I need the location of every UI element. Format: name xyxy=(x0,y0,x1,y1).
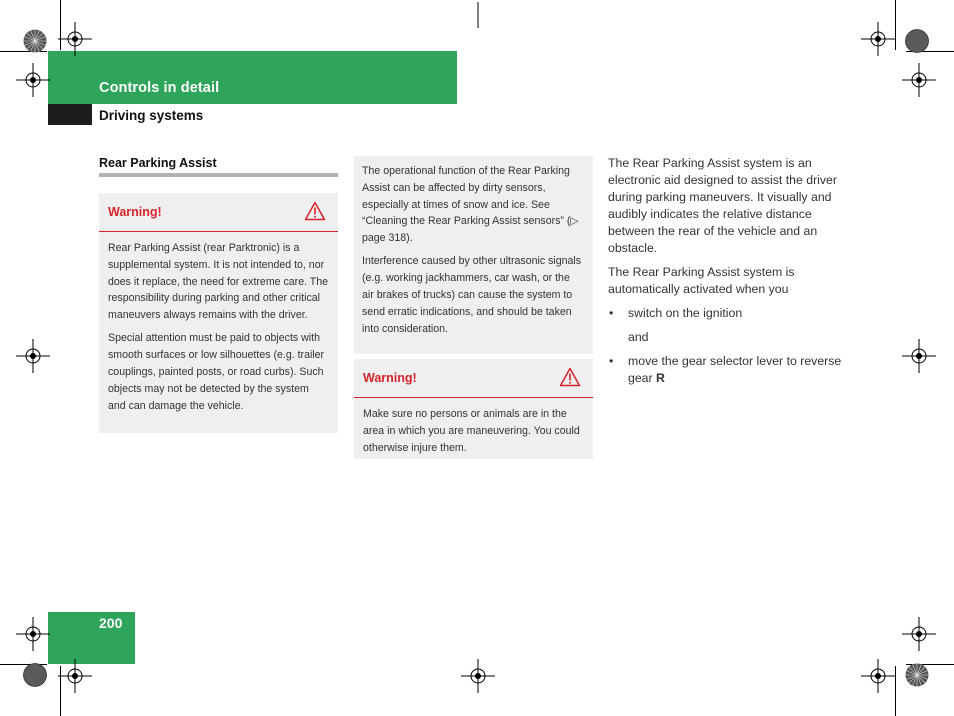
warning-box-persons xyxy=(354,359,593,459)
note-paragraph: The operational function of the Rear Parking Assist can be affected by dirty sensors, especially at times of snow and ice. See “Cleaning the Rear Parking Assist sensors” (▷ page 318). xyxy=(362,165,579,245)
activation-paragraph: The Rear Parking Assist system is automatically activated when you xyxy=(608,265,795,296)
topic-heading: Rear Parking Assist xyxy=(99,156,217,170)
registration-mark-icon xyxy=(861,22,895,56)
warning-header xyxy=(99,193,338,232)
bullet-dot: • xyxy=(609,354,614,368)
registration-mark-icon xyxy=(16,63,50,97)
intro-paragraph: The Rear Parking Assist system is an electronic aid designed to assist the driver during parking maneuvers. It visually and audibly indicates the relative distance between the rear of the vehicle and an obstacle. xyxy=(608,156,837,255)
registration-mark-icon xyxy=(16,617,50,651)
warning-header xyxy=(354,359,593,398)
gear-letter: R xyxy=(656,371,665,385)
starburst-target-icon xyxy=(23,29,47,53)
crop-line xyxy=(895,0,896,50)
warning-paragraph: Rear Parking Assist (rear Parktronic) is a supplemental system. It is not intended to, nor does it replace, the need for extreme care. The responsibility during parking and other critical maneuvers always remains with the driver. xyxy=(108,242,329,322)
warning-label: Warning! xyxy=(108,205,162,219)
conjunction: and xyxy=(628,330,649,344)
registration-mark-icon xyxy=(58,22,92,56)
warning-body xyxy=(354,398,593,469)
registration-mark-icon xyxy=(16,339,50,373)
crop-line xyxy=(895,666,896,716)
warning-paragraph: Make sure no persons or animals are in the area in which you are maneuvering. You could otherwise injure them. xyxy=(363,408,580,454)
bullet-dot: • xyxy=(609,306,614,320)
registration-mark-icon xyxy=(902,339,936,373)
gray-target-icon xyxy=(23,663,47,687)
list-item xyxy=(608,305,856,322)
starburst-target-icon xyxy=(905,663,929,687)
body-text-column xyxy=(608,155,856,394)
warning-label: Warning! xyxy=(363,371,417,385)
section-tab xyxy=(48,104,92,125)
section-title: Driving systems xyxy=(99,108,204,123)
page-number: 200 xyxy=(99,615,123,631)
registration-mark-icon xyxy=(861,659,895,693)
gray-target-icon xyxy=(905,29,929,53)
registration-mark-icon xyxy=(461,2,495,28)
warning-paragraph: Special attention must be paid to objects with smooth surfaces or low silhouettes (e.g. trailer couplings, painted posts, or road curbs). Such objects may not be detected by the system and can damage the vehicle. xyxy=(108,332,325,412)
note-paragraph: Interference caused by other ultrasonic signals (e.g. working jackhammers, car wash, or the air brakes of trucks) can cause the system to send erratic indications, and should be taken into consideration. xyxy=(362,255,582,335)
warning-body xyxy=(99,232,338,427)
list-item-text: move the gear selector lever to reverse gear xyxy=(628,354,842,385)
heading-rule xyxy=(99,173,338,177)
list-item xyxy=(608,353,856,387)
warning-triangle-icon xyxy=(559,367,581,387)
chapter-title: Controls in detail xyxy=(99,80,220,96)
note-box xyxy=(354,156,593,354)
warning-box-supplemental xyxy=(99,193,338,433)
warning-triangle-icon xyxy=(304,201,326,221)
registration-mark-icon xyxy=(902,617,936,651)
header-band xyxy=(48,51,457,104)
registration-mark-icon xyxy=(58,659,92,693)
registration-mark-icon xyxy=(461,659,495,693)
list-item-text: switch on the ignition xyxy=(628,306,743,320)
registration-mark-icon xyxy=(902,63,936,97)
